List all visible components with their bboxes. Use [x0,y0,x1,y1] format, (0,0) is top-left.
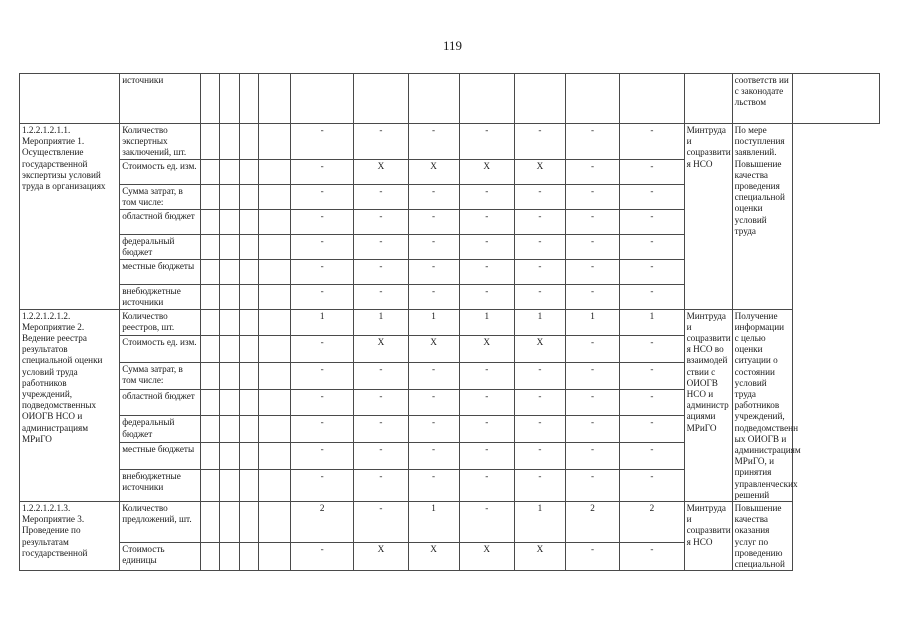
empty-cell [220,469,239,501]
empty-cell [259,259,291,284]
empty-cell [200,159,219,184]
value-cell: 1 [354,309,408,336]
table-row [20,124,880,160]
empty-cell [239,209,258,234]
empty-cell [220,389,239,416]
indicator-cell: Стоимость единицы [120,543,201,571]
value-cell: - [565,159,619,184]
value-cell: - [354,284,408,309]
value-cell: - [354,363,408,390]
empty-cell [259,234,291,259]
empty-cell [220,234,239,259]
empty-cell [220,124,239,160]
empty-cell [220,502,239,543]
empty-cell [239,159,258,184]
empty-cell [239,184,258,209]
indicator-cell: местные бюджеты [120,443,201,470]
value-cell: - [620,124,684,160]
value-cell: - [514,124,565,160]
indicator-cell: Количество экспертных заключений, шт. [120,124,201,160]
empty-cell [239,443,258,470]
empty-cell [200,416,219,443]
indicator-cell: Сумма затрат, в том числе: [120,184,201,209]
value-cell: Х [459,159,514,184]
empty-cell [259,389,291,416]
table-row [20,502,880,543]
indicator-cell: областной бюджет [120,209,201,234]
value-cell: Х [354,543,408,571]
value-cell: - [408,389,459,416]
table-row [20,309,880,336]
value-cell: - [565,184,619,209]
indicator-cell: Стоимость ед. изм. [120,336,201,363]
empty-cell [239,124,258,160]
value-cell: 1 [408,502,459,543]
value-cell: 2 [290,502,353,543]
empty-cell [220,184,239,209]
empty-cell [239,502,258,543]
value-cell: Х [354,159,408,184]
value-cell: - [290,184,353,209]
value-cell: 2 [620,502,684,543]
value-cell: - [290,469,353,501]
indicator-cell: Стоимость ед. изм. [120,159,201,184]
value-cell: - [565,416,619,443]
indicator-cell: Количество предложений, шт. [120,502,201,543]
value-cell: - [459,259,514,284]
value-cell: - [290,209,353,234]
value-cell: - [408,124,459,160]
empty-cell [239,336,258,363]
empty-cell [259,469,291,501]
empty-cell [259,184,291,209]
empty-cell [239,363,258,390]
value-cell: - [354,259,408,284]
value-cell: - [565,363,619,390]
value-cell: - [620,159,684,184]
value-cell: 1 [565,309,619,336]
value-cell: - [354,469,408,501]
value-cell: Х [514,543,565,571]
value-cell: 1 [514,502,565,543]
value-cell: - [620,443,684,470]
value-cell: - [514,469,565,501]
value-cell: - [354,234,408,259]
empty-cell [200,184,219,209]
empty-cell [259,543,291,571]
empty-cell [259,502,291,543]
result-cell: Повышение качества оказания услуг по проведению специальной [732,502,792,571]
empty-cell [200,336,219,363]
value-cell: - [459,124,514,160]
value-cell: - [408,443,459,470]
value-cell: Х [408,159,459,184]
indicator-cell: федеральный бюджет [120,416,201,443]
indicator-cell: внебюджетные источники [120,284,201,309]
value-cell: - [620,363,684,390]
empty-cell [220,443,239,470]
value-cell: - [565,443,619,470]
value-cell: - [514,234,565,259]
value-cell: - [459,502,514,543]
page-number: 119 [442,38,463,53]
executor-cell: Минтруда и соцразвити я НСО [684,502,732,571]
value-cell: - [514,284,565,309]
value-cell: - [514,389,565,416]
indicator-cell: областной бюджет [120,389,201,416]
value-cell: - [620,284,684,309]
empty-cell [239,284,258,309]
value-cell: - [514,209,565,234]
value-cell: Х [408,543,459,571]
event-name-cell [20,74,120,124]
empty-cell [239,469,258,501]
executor-cell: соответств ии с законодате льством [732,74,792,124]
value-cell: - [620,259,684,284]
indicator-cell: местные бюджеты [120,259,201,284]
value-cell: - [459,363,514,390]
empty-cell [200,469,219,501]
empty-cell [239,309,258,336]
empty-cell [200,443,219,470]
empty-cell [200,363,219,390]
value-cell: - [408,259,459,284]
value-cell: - [290,259,353,284]
value-cell: - [408,209,459,234]
value-cell: - [408,469,459,501]
value-cell: - [459,416,514,443]
value-cell: - [290,443,353,470]
value-cell: - [459,469,514,501]
value-cell: - [459,184,514,209]
value-cell: - [290,336,353,363]
value-cell: - [565,389,619,416]
value-cell: - [514,259,565,284]
empty-cell [220,259,239,284]
value-cell: - [354,209,408,234]
value-cell: - [459,284,514,309]
value-cell: Х [354,336,408,363]
value-cell: - [514,363,565,390]
value-cell: 1 [408,309,459,336]
value-cell: - [565,209,619,234]
executor-cell: Минтруда и соцразвити я НСО [684,124,732,310]
value-cell: - [620,469,684,501]
empty-cell [259,336,291,363]
value-cell: 1 [290,309,353,336]
value-cell: - [290,363,353,390]
empty-cell [220,284,239,309]
value-cell: - [354,502,408,543]
empty-cell [200,543,219,571]
empty-cell [220,209,239,234]
event-name-cell: 1.2.2.1.2.1.2. Мероприятие 2. Ведение реестра результатов специальной оценки условий труда работников учреждений, подведомственных ОИОГВ НСО и администрациям МРиГО [20,309,120,501]
value-cell: - [459,443,514,470]
value-cell: - [459,234,514,259]
value-cell: - [290,159,353,184]
value-cell: - [565,124,619,160]
empty-cell [259,363,291,390]
value-cell: 1 [620,309,684,336]
value-cell: - [620,543,684,571]
empty-cell [259,443,291,470]
value-cell: - [290,124,353,160]
value-cell: - [620,184,684,209]
value-cell: - [408,234,459,259]
program-table [19,73,880,571]
value-cell: - [620,389,684,416]
empty-cell [259,416,291,443]
empty-cell [259,209,291,234]
result-cell: По мере поступления заявлений. Повышение качества проведения специальной оценки условий труда [732,124,792,310]
empty-cell [200,309,219,336]
value-cell: - [290,284,353,309]
value-cell: Х [514,336,565,363]
indicator-cell: Количество реестров, шт. [120,309,201,336]
empty-cell [220,336,239,363]
value-cell: - [408,363,459,390]
empty-cell [200,234,219,259]
value-cell: 2 [565,502,619,543]
value-cell: - [514,416,565,443]
value-cell: - [290,416,353,443]
empty-cell [239,259,258,284]
empty-cell [220,309,239,336]
value-cell: - [354,416,408,443]
value-cell: - [565,469,619,501]
value-cell: - [565,543,619,571]
value-cell: Х [408,336,459,363]
result-cell [792,74,879,124]
value-cell: - [565,284,619,309]
empty-cell [220,416,239,443]
empty-cell [220,363,239,390]
empty-cell [239,389,258,416]
empty-cell [259,124,291,160]
empty-cell [200,389,219,416]
value-cell: - [514,184,565,209]
value-cell: - [620,336,684,363]
value-cell: - [565,259,619,284]
empty-cell [200,502,219,543]
empty-cell [200,259,219,284]
value-cell: Х [459,543,514,571]
empty-cell [259,284,291,309]
result-cell: Получение информации с целью оценки ситуации о состоянии условий труда работников учреждений, подведомственн ых ОИОГВ и администрациям МРиГО, и принятия управленческих решений [732,309,792,501]
value-cell: - [620,209,684,234]
value-cell: - [408,284,459,309]
indicator-cell: источники [120,74,201,124]
value-cell: - [354,124,408,160]
value-cell: - [408,416,459,443]
value-cell: - [290,234,353,259]
value-cell: - [514,443,565,470]
empty-cell [220,159,239,184]
empty-cell [200,209,219,234]
value-cell: - [290,389,353,416]
value-cell: 1 [459,309,514,336]
value-cell: - [408,184,459,209]
indicator-cell: федеральный бюджет [120,234,201,259]
value-cell: - [354,443,408,470]
empty-cell [200,124,219,160]
empty-cell [259,159,291,184]
event-name-cell: 1.2.2.1.2.1.3. Мероприятие 3. Проведение по результатам государственной [20,502,120,571]
empty-cell [239,543,258,571]
value-cell: - [565,336,619,363]
empty-cell [239,416,258,443]
empty-cell [220,543,239,571]
value-cell: - [565,234,619,259]
value-cell: - [290,543,353,571]
value-cell: - [620,416,684,443]
empty-cell [239,234,258,259]
value-cell: 1 [514,309,565,336]
table-row [20,74,880,124]
indicator-cell: внебюджетные источники [120,469,201,501]
value-cell: - [459,209,514,234]
empty-cell [259,309,291,336]
value-cell: - [354,389,408,416]
value-cell: - [459,389,514,416]
value-cell: - [620,234,684,259]
empty-cell [200,284,219,309]
value-cell: Х [459,336,514,363]
executor-cell: Минтруда и соцразвити я НСО во взаимодей ствии с ОИОГВ НСО и администр ациями МРиГО [684,309,732,501]
value-cell: - [354,184,408,209]
event-name-cell: 1.2.2.1.2.1.1. Мероприятие 1. Осуществление государственной экспертизы условий труда в организациях [20,124,120,310]
indicator-cell: Сумма затрат, в том числе: [120,363,201,390]
value-cell: Х [514,159,565,184]
